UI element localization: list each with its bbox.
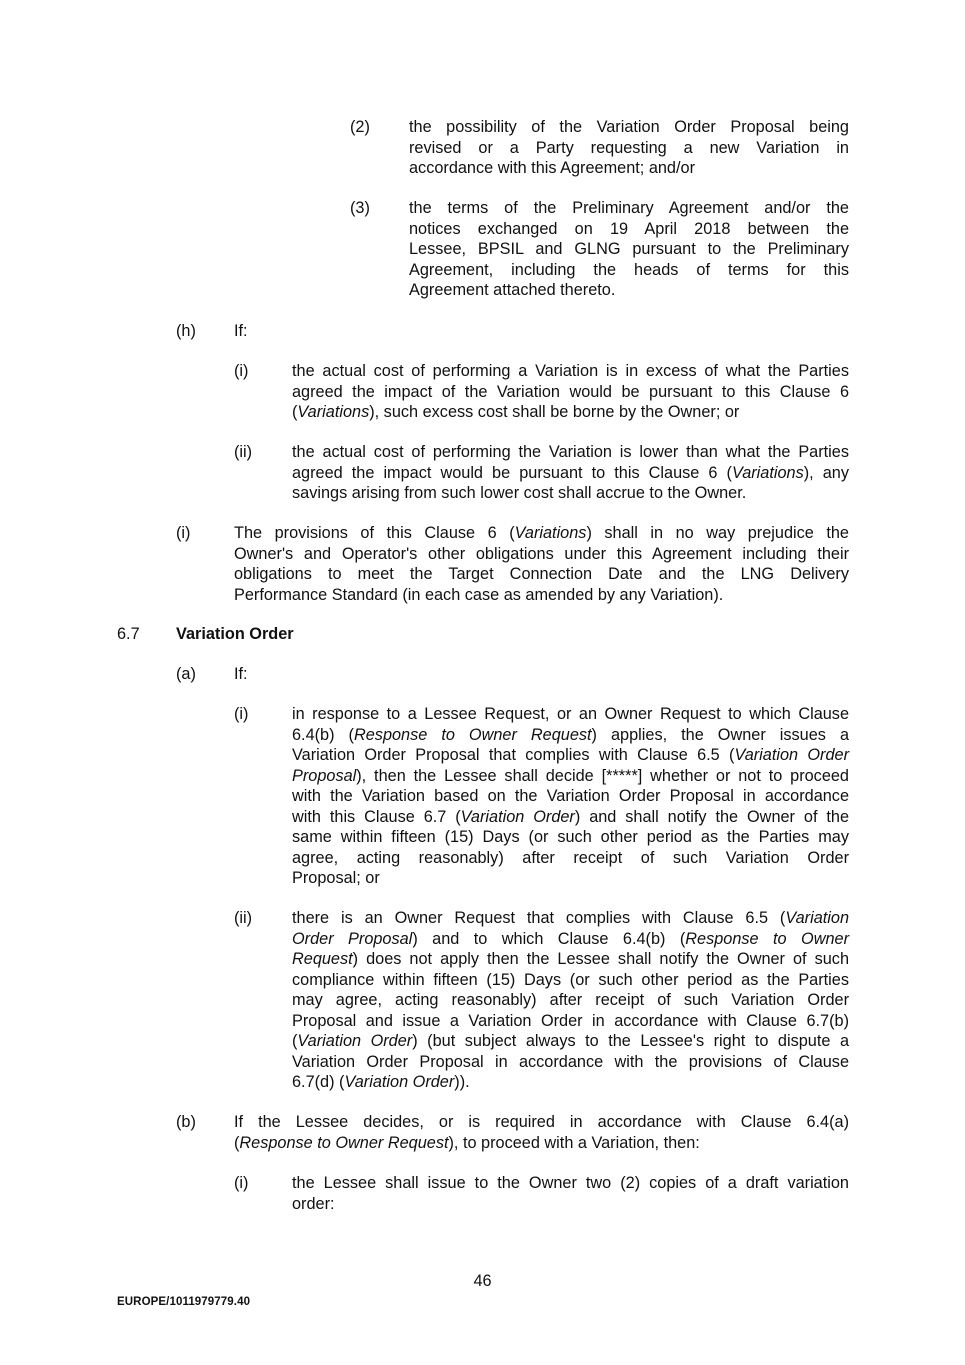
text-line: obligations to meet the Target Connection Date and the LNG Delivery bbox=[234, 565, 849, 583]
text-line: savings arising from such lower cost shall accrue to the Owner. bbox=[292, 484, 747, 502]
text-line bbox=[292, 402, 849, 423]
italic-reference: Variation Order bbox=[460, 807, 575, 826]
item-a-text: If: bbox=[234, 665, 248, 683]
document-reference: EUROPE/1011979779.40 bbox=[117, 1296, 251, 1308]
text-run: 6.4(b) ( bbox=[292, 725, 354, 744]
item-a-i-text bbox=[292, 704, 849, 889]
text-line: accordance with this Agreement; and/or bbox=[409, 159, 695, 177]
text-line bbox=[292, 1031, 849, 1052]
item-label-a: (a) bbox=[176, 665, 196, 683]
page-number: 46 bbox=[473, 1272, 492, 1290]
text-run: ), any bbox=[803, 463, 849, 482]
text-line bbox=[292, 766, 849, 787]
text-line: the actual cost of performing the Variation is lower than what the Parties bbox=[292, 443, 849, 461]
text-line bbox=[292, 725, 849, 746]
text-line: Variation Order Proposal in accordance with the provisions of Clause bbox=[292, 1052, 849, 1071]
text-line: may agree, acting reasonably) after receipt of such Variation Order bbox=[292, 991, 849, 1009]
text-line: order: bbox=[292, 1194, 335, 1213]
item-h-ii-text bbox=[292, 442, 849, 504]
text-run: 6.7(d) ( bbox=[292, 1073, 345, 1091]
item-h-text: If: bbox=[234, 322, 248, 340]
text-run: Variation Order Proposal that complies with Clause 6.5 ( bbox=[292, 746, 735, 764]
italic-reference: Variation bbox=[785, 909, 849, 927]
text-line: Proposal; or bbox=[292, 869, 380, 887]
text-line: notices exchanged on 19 April 2018 between the bbox=[409, 219, 849, 238]
text-line: with the Variation based on the Variation Order Proposal in accordance bbox=[292, 787, 849, 805]
italic-reference: Proposal bbox=[292, 766, 357, 785]
text-line bbox=[292, 929, 849, 950]
text-line bbox=[292, 949, 849, 970]
item-label-b: (b) bbox=[176, 1113, 196, 1131]
item-label-2: (2) bbox=[350, 118, 370, 136]
text-run: ) and to which Clause 6.4(b) ( bbox=[412, 929, 686, 948]
italic-reference: Variations bbox=[514, 524, 587, 542]
item-label-b-i: (i) bbox=[234, 1174, 249, 1192]
text-run: ) and shall notify the Owner of the bbox=[574, 807, 850, 826]
text-line: Agreement, including the heads of terms for this bbox=[409, 260, 849, 279]
item-label-a-ii: (ii) bbox=[234, 909, 253, 927]
text-run: ( bbox=[292, 403, 298, 421]
text-run: ) shall in no way prejudice the bbox=[586, 524, 849, 542]
item-b-text bbox=[234, 1112, 849, 1153]
italic-reference: Response to Owner Request bbox=[353, 725, 592, 744]
text-line: Lessee, BPSIL and GLNG pursuant to the Preliminary bbox=[409, 240, 849, 258]
item-label-h-i: (i) bbox=[234, 362, 249, 380]
item-i-text bbox=[234, 523, 849, 605]
section-number: 6.7 bbox=[117, 625, 140, 643]
item-b-i-text bbox=[292, 1173, 849, 1214]
italic-reference: Request bbox=[292, 950, 353, 968]
item-a-ii-text bbox=[292, 908, 849, 1093]
text-run: The provisions of this Clause 6 ( bbox=[234, 524, 515, 542]
text-line: Proposal and issue a Variation Order in accordance with Clause 6.7(b) bbox=[292, 1011, 849, 1030]
text-run: ), such excess cost shall be borne by the Owner; or bbox=[369, 403, 740, 421]
item-2-text bbox=[409, 117, 849, 179]
text-line: agree, acting reasonably) after receipt of such Variation Order bbox=[292, 848, 849, 867]
italic-reference: Response to Owner Request bbox=[239, 1133, 449, 1152]
text-line: the Lessee shall issue to the Owner two (2) copies of a draft variation bbox=[292, 1174, 849, 1192]
text-run: ( bbox=[234, 1133, 240, 1152]
item-label-a-i: (i) bbox=[234, 705, 249, 723]
text-run: ) does not apply then the Lessee shall notify the Owner of such bbox=[352, 950, 849, 968]
text-line: the possibility of the Variation Order Proposal being bbox=[409, 118, 849, 136]
text-line: same within fifteen (15) Days (or such other period as the Parties may bbox=[292, 828, 849, 846]
text-line: agreed the impact of the Variation would be pursuant to this Clause 6 bbox=[292, 382, 849, 401]
text-line bbox=[292, 807, 849, 828]
item-h-i-text bbox=[292, 361, 849, 423]
text-run: with this Clause 6.7 ( bbox=[292, 807, 461, 826]
item-3-text bbox=[409, 198, 849, 301]
text-line: Performance Standard (in each case as amended by any Variation). bbox=[234, 585, 724, 604]
text-line bbox=[292, 1072, 849, 1093]
italic-reference: Order Proposal bbox=[292, 929, 413, 948]
text-run: ) (but subject always to the Lessee's right to dispute a bbox=[412, 1032, 849, 1050]
text-run: there is an Owner Request that complies with Clause 6.5 ( bbox=[292, 909, 786, 927]
italic-reference: Variation Order bbox=[297, 1032, 413, 1050]
item-label-i: (i) bbox=[176, 524, 191, 542]
text-line: Agreement attached thereto. bbox=[409, 281, 616, 299]
text-run: ), then the Lessee shall decide [*****] whether or not to proceed bbox=[356, 766, 849, 785]
text-line: revised or a Party requesting a new Variation in bbox=[409, 138, 849, 157]
text-line: Owner's and Operator's other obligations under this Agreement including their bbox=[234, 544, 849, 563]
text-line: compliance within fifteen (15) Days (or such other period as the Parties bbox=[292, 970, 849, 989]
italic-reference: Variation Order bbox=[734, 746, 850, 764]
text-run: agreed the impact would be pursuant to this Clause 6 ( bbox=[292, 463, 732, 482]
text-line bbox=[292, 908, 849, 929]
text-line: If the Lessee decides, or is required in accordance with Clause 6.4(a) bbox=[234, 1113, 849, 1131]
text-line bbox=[292, 745, 849, 766]
text-line bbox=[234, 523, 849, 544]
italic-reference: Response to Owner bbox=[685, 929, 849, 948]
text-line bbox=[292, 463, 849, 484]
text-line: the terms of the Preliminary Agreement and/or the bbox=[409, 199, 849, 217]
italic-reference: Variations bbox=[297, 403, 370, 421]
italic-reference: Variation Order bbox=[344, 1073, 455, 1091]
text-line: the actual cost of performing a Variation is in excess of what the Parties bbox=[292, 362, 849, 380]
italic-reference: Variations bbox=[731, 463, 804, 482]
text-line bbox=[234, 1133, 849, 1154]
text-run: ) applies, the Owner issues a bbox=[591, 725, 849, 744]
item-label-h: (h) bbox=[176, 322, 196, 340]
text-run: ), to proceed with a Variation, then: bbox=[448, 1133, 700, 1152]
text-run: ( bbox=[292, 1032, 298, 1050]
section-title: Variation Order bbox=[176, 625, 294, 643]
text-line: in response to a Lessee Request, or an Owner Request to which Clause bbox=[292, 705, 849, 723]
item-label-3: (3) bbox=[350, 199, 370, 217]
item-label-h-ii: (ii) bbox=[234, 443, 253, 461]
text-run: )). bbox=[454, 1073, 470, 1091]
